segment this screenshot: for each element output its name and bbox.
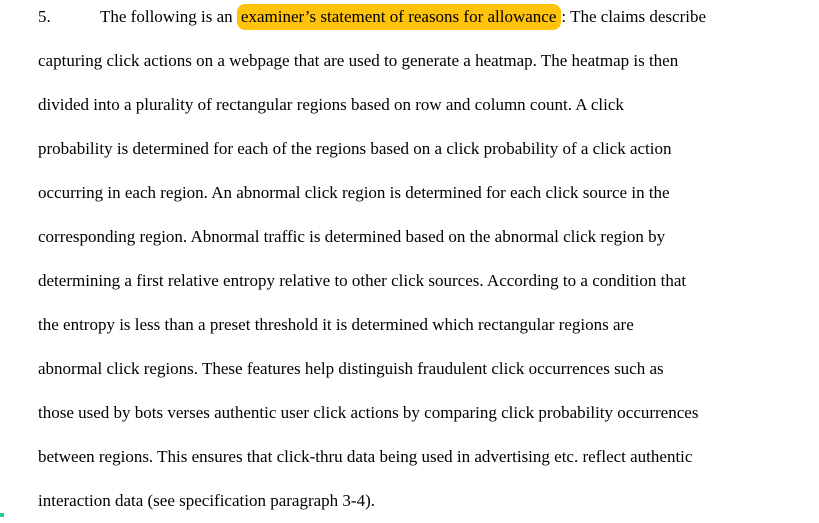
paragraph-number: 5.	[38, 7, 51, 26]
text-line: corresponding region. Abnormal traffic is determined based on the abnormal click region by	[38, 227, 666, 246]
text-line: abnormal click regions. These features help distinguish fraudulent click occurrences such as	[38, 359, 664, 378]
text-line: the entropy is less than a preset threshold it is determined which rectangular regions are	[38, 315, 634, 334]
line-text-post-highlight: : The claims describe	[561, 7, 707, 26]
paragraph-first-line	[38, 0, 801, 39]
text-line: interaction data (see specification paragraph 3-4).	[38, 491, 376, 510]
text-line: divided into a plurality of rectangular regions based on row and column count. A click	[38, 95, 624, 114]
corner-marker-dot	[0, 513, 4, 517]
text-line: occurring in each region. An abnormal click region is determined for each click source in the	[38, 183, 670, 202]
text-line: probability is determined for each of the regions based on a click probability of a click action	[38, 139, 672, 158]
line-text-pre-highlight: The following is an	[100, 7, 237, 26]
annotation-highlight[interactable]: examiner’s statement of reasons for allowance	[237, 4, 561, 30]
text-line: determining a first relative entropy relative to other click sources. According to a condition that	[38, 271, 687, 290]
text-line: those used by bots verses authentic user click actions by comparing click probability occurrences	[38, 403, 699, 422]
text-line: capturing click actions on a webpage that are used to generate a heatmap. The heatmap is then	[38, 51, 679, 70]
text-line: between regions. This ensures that click-thru data being used in advertising etc. reflect authentic	[38, 447, 693, 466]
